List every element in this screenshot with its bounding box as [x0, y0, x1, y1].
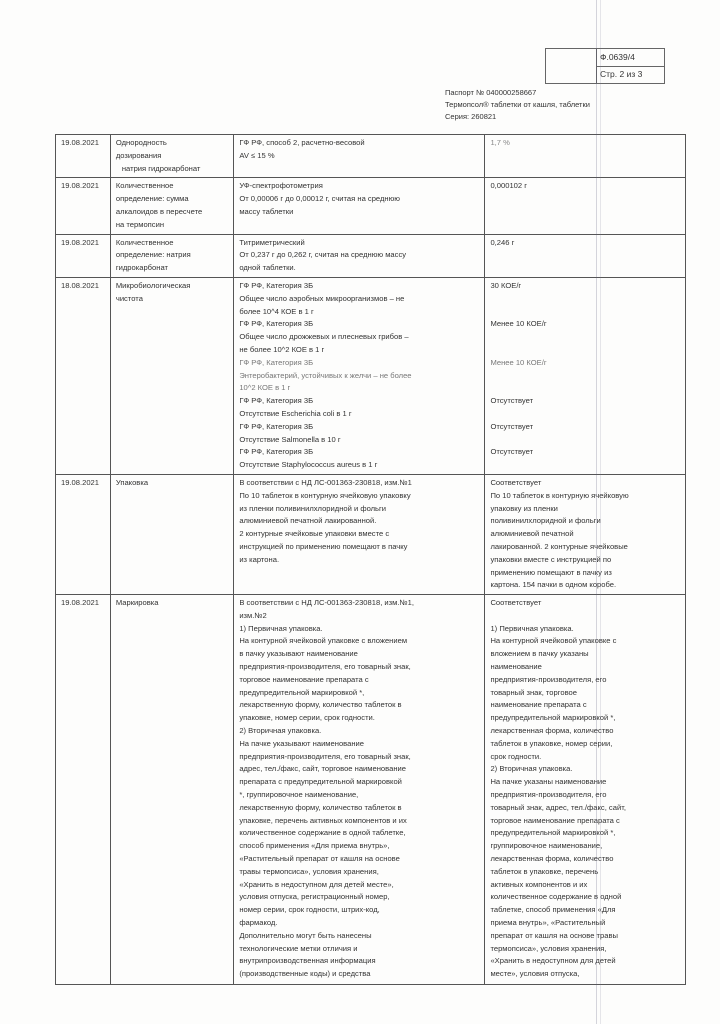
- result-line: поливинилхлоридной и фольги: [490, 516, 601, 526]
- method-line: способ применения «Для приема внутрь»,: [239, 841, 390, 851]
- form-code-box: [545, 48, 665, 84]
- method-line: 10^2 КОЕ в 1 г: [239, 383, 291, 393]
- result-line: Соответствует: [490, 598, 542, 608]
- method-line: внутрипроизводственная информация: [239, 956, 376, 966]
- result-line: товарный знак, торговое: [490, 687, 577, 697]
- result-line: По 10 таблеток в контурную ячейковую: [490, 490, 629, 500]
- method-line: ГФ РФ, Категория 3Б: [239, 280, 314, 290]
- method-line: предприятия-производителя, его товарный знак,: [239, 751, 411, 761]
- name-line: Упаковка: [115, 477, 149, 487]
- result-line: применению помещают в пачку из: [490, 567, 612, 577]
- date-text: 19.08.2021: [61, 181, 100, 191]
- name-line: алкалоидов в пересчете: [115, 206, 203, 216]
- result-line: предупредительной маркировкой *,: [490, 713, 616, 723]
- page-number: Стр. 2 из 3: [596, 66, 664, 83]
- cell-parameter: [110, 474, 233, 594]
- result-line: срок годности.: [490, 751, 542, 761]
- method-line: ГФ РФ, способ 2, расчетно-весовой: [239, 138, 365, 147]
- result-line: вложением в пачку указаны: [490, 649, 589, 659]
- cell-result: [485, 178, 686, 234]
- date-text: 19.08.2021: [61, 237, 100, 247]
- cell-method: [234, 595, 485, 985]
- name-line: определение: натрия: [115, 250, 191, 260]
- result-line: группировочное наименование,: [490, 841, 603, 851]
- table-row: [56, 595, 686, 985]
- result-line: [490, 293, 681, 306]
- date-text: 18.08.2021: [61, 280, 100, 290]
- method-line: В соответствии с НД ЛС-001363-230818, изм.№1: [239, 477, 412, 487]
- name-line: Микробиологическая: [115, 280, 191, 290]
- analysis-table-body: [56, 135, 686, 985]
- table-row: [56, 135, 686, 178]
- result-line: лекарственная форма, количество: [490, 726, 614, 736]
- method-line: условия отпуска, регистрационный номер,: [239, 892, 390, 902]
- method-line: одной таблетки.: [239, 263, 296, 273]
- name-line: чистота: [115, 293, 143, 303]
- result-line: [490, 344, 681, 357]
- name-line: определение: сумма: [115, 194, 189, 204]
- cell-method: [234, 474, 485, 594]
- result-line: 0,000102 г: [490, 181, 528, 191]
- result-line: термопсиса», условия хранения,: [490, 943, 607, 953]
- method-line: упаковке, перечень активных компонентов и их: [239, 815, 407, 825]
- cell-result: [485, 234, 686, 277]
- cell-method: [234, 234, 485, 277]
- method-line: ГФ РФ, Категория 3Б: [239, 319, 314, 329]
- method-line: травы термопсиса», условия хранения,: [239, 866, 379, 876]
- cell-parameter: [110, 178, 233, 234]
- result-line: упаковку из пленки: [490, 503, 558, 513]
- method-line: От 0,00006 г до 0,00012 г, считая на среднюю: [239, 194, 400, 204]
- product-name: Термопсол® таблетки от кашля, таблетки: [445, 100, 590, 109]
- method-line: *, группировочное наименование,: [239, 790, 359, 800]
- result-line: [490, 610, 681, 623]
- result-line: [490, 331, 681, 344]
- result-line: 1,7 %: [490, 138, 510, 147]
- cell-parameter: [110, 595, 233, 985]
- method-line: Энтеробактерий, устойчивых к желчи – не более: [239, 370, 412, 380]
- result-line: активных компонентов и их: [490, 879, 588, 889]
- method-line: в пачку указывают наименование: [239, 649, 358, 659]
- result-line: таблетке, способ применения «Для: [490, 905, 616, 915]
- result-line: На контурной ячейковой упаковке с: [490, 636, 617, 646]
- result-line: [490, 306, 681, 319]
- method-line: ГФ РФ, Категория 3Б: [239, 447, 314, 457]
- method-line: Отсутствие Escherichia coli в 1 г: [239, 408, 352, 418]
- method-line: из картона.: [239, 554, 280, 564]
- method-line: Титриметрический: [239, 237, 305, 247]
- table-row: [56, 277, 686, 474]
- result-line: Отсутствует: [490, 421, 534, 431]
- method-line: По 10 таблеток в контурную ячейковую упаковку: [239, 490, 411, 500]
- result-line: 30 КОЕ/г: [490, 280, 522, 290]
- cell-method: [234, 277, 485, 474]
- name-line: Количественное: [115, 237, 174, 247]
- result-line: предприятия-производителя, его: [490, 790, 607, 800]
- cell-method: [234, 178, 485, 234]
- method-line: упаковке, номер серии, срок годности.: [239, 713, 375, 723]
- method-line: предупредительной маркировкой *,: [239, 687, 365, 697]
- method-line: лекарственную форму, количество таблеток в: [239, 700, 402, 710]
- cell-date: [56, 595, 111, 985]
- result-line: Соответствует: [490, 477, 542, 487]
- result-line: Менее 10 КОЕ/г: [490, 357, 547, 367]
- cell-result: [485, 277, 686, 474]
- result-line: торговое наименование препарата с: [490, 815, 620, 825]
- cell-method: [234, 135, 485, 178]
- date-text: 19.08.2021: [61, 598, 100, 608]
- method-line: Общее число аэробных микроорганизмов – не: [239, 293, 405, 303]
- method-line: массу таблетки: [239, 206, 294, 216]
- name-line: натрия гидрокарбонат: [121, 163, 201, 173]
- table-row: [56, 474, 686, 594]
- scan-artifact-line: [596, 0, 597, 1024]
- cell-result: [485, 474, 686, 594]
- result-line: 0,246 г: [490, 237, 515, 247]
- cell-parameter: [110, 234, 233, 277]
- method-line: От 0,237 г до 0,262 г, считая на среднюю массу: [239, 250, 407, 260]
- method-line: алюминиевой печатной лакированной.: [239, 516, 377, 526]
- cell-result: [485, 595, 686, 985]
- result-line: товарный знак, адрес, тел./факс, сайт,: [490, 802, 626, 812]
- scan-artifact-line: [600, 0, 601, 1024]
- method-line: В соответствии с НД ЛС-001363-230818, изм.№1,: [239, 598, 414, 608]
- method-line: Общее число дрожжевых и плесневых грибов –: [239, 332, 409, 342]
- result-line: упаковки вместе с инструкцией по: [490, 554, 612, 564]
- result-line: картона. 154 пачки в одном коробе.: [490, 580, 617, 590]
- method-line: На пачке указывают наименование: [239, 738, 364, 748]
- table-row: [56, 234, 686, 277]
- analysis-table: [55, 134, 686, 985]
- method-line: не более 10^2 КОЕ в 1 г: [239, 344, 325, 354]
- method-line: ГФ РФ, Категория 3Б: [239, 396, 314, 406]
- table-row: [56, 178, 686, 234]
- name-line: Количественное: [115, 181, 174, 191]
- passport-number: Паспорт № 040000258667: [445, 88, 537, 97]
- method-line: ГФ РФ, Категория 3Б: [239, 421, 314, 431]
- method-line: AV ≤ 15 %: [239, 150, 275, 160]
- method-line: препарата с предупредительной маркировкой: [239, 777, 402, 787]
- result-line: предупредительной маркировкой *,: [490, 828, 616, 838]
- date-text: 19.08.2021: [61, 477, 100, 487]
- result-line: Менее 10 КОЕ/г: [490, 319, 547, 329]
- method-line: инструкцией по применению помещают в пачку: [239, 541, 408, 551]
- method-line: ГФ РФ, Категория 3Б: [239, 357, 314, 367]
- name-line: Однородность: [115, 138, 167, 147]
- result-line: лекарственная форма, количество: [490, 854, 614, 864]
- method-line: 2 контурные ячейковые упаковки вместе с: [239, 529, 390, 539]
- method-line: Отсутствие Staphylococcus aureus в 1 г: [239, 460, 378, 470]
- method-line: «Растительный препарат от кашля на основе: [239, 854, 400, 864]
- result-line: препарат от кашля на основе травы: [490, 930, 618, 940]
- method-line: адрес, тел./факс, сайт, торговое наименование: [239, 764, 406, 774]
- method-line: из пленки поливинилхлоридной и фольги: [239, 503, 387, 513]
- result-line: [490, 408, 681, 421]
- cell-parameter: [110, 135, 233, 178]
- method-line: фармакод.: [239, 918, 278, 928]
- method-line: «Хранить в недоступном для детей месте»,: [239, 879, 394, 889]
- method-line: Дополнительно могут быть нанесены: [239, 930, 372, 940]
- name-line: на термопсин: [115, 219, 165, 229]
- method-line: лекарственную форму, количество таблеток в: [239, 802, 402, 812]
- result-line: приема внутрь», «Растительный: [490, 918, 606, 928]
- method-line: УФ-спектрофотометрия: [239, 181, 323, 191]
- result-line: месте», условия отпуска,: [490, 969, 580, 979]
- cell-date: [56, 277, 111, 474]
- name-line: гидрокарбонат: [115, 263, 168, 273]
- result-line: Отсутствует: [490, 447, 534, 457]
- cell-parameter: [110, 277, 233, 474]
- result-line: 2) Вторичная упаковка.: [490, 764, 573, 774]
- result-line: [490, 370, 681, 383]
- result-line: На пачке указаны наименование: [490, 777, 607, 787]
- date-text: 19.08.2021: [61, 138, 100, 147]
- cell-date: [56, 474, 111, 594]
- result-line: [490, 434, 681, 447]
- result-line: алюминиевой печатной: [490, 529, 574, 539]
- result-line: количественное содержание в одной: [490, 892, 622, 902]
- method-line: торговое наименование препарата с: [239, 674, 369, 684]
- method-line: 1) Первичная упаковка.: [239, 623, 323, 633]
- method-line: 2) Вторичная упаковка.: [239, 726, 322, 736]
- name-line: дозирования: [115, 150, 162, 160]
- result-line: 1) Первичная упаковка.: [490, 623, 574, 633]
- method-line: технологические метки отличия и: [239, 943, 358, 953]
- cell-result: [485, 135, 686, 178]
- cell-date: [56, 234, 111, 277]
- method-line: Отсутствие Salmonella в 10 г: [239, 434, 341, 444]
- result-line: таблеток в упаковке, номер серии,: [490, 738, 613, 748]
- result-line: таблеток в упаковке, перечень: [490, 866, 599, 876]
- result-line: [490, 459, 681, 472]
- result-line: наименование препарата с: [490, 700, 587, 710]
- cell-date: [56, 178, 111, 234]
- method-line: номер серии, срок годности, штрих-код,: [239, 905, 380, 915]
- passport-header: [445, 87, 685, 123]
- cell-date: [56, 135, 111, 178]
- form-code: Ф.0639/4: [596, 49, 664, 67]
- result-line: лакированной. 2 контурные ячейковые: [490, 541, 628, 551]
- result-line: наименование: [490, 662, 542, 672]
- method-line: предприятия-производителя, его товарный знак,: [239, 662, 411, 672]
- result-line: Отсутствует: [490, 396, 534, 406]
- method-line: более 10^4 КОЕ в 1 г: [239, 306, 314, 316]
- method-line: количественное содержание в одной таблетке,: [239, 828, 406, 838]
- name-line: Маркировка: [115, 598, 159, 608]
- method-line: На контурной ячейковой упаковке с вложением: [239, 636, 408, 646]
- series-number: Серия: 260821: [445, 112, 497, 121]
- result-line: предприятия-производителя, его: [490, 674, 607, 684]
- method-line: (производственные коды) и средства: [239, 969, 371, 979]
- result-line: «Хранить в недоступном для детей: [490, 956, 616, 966]
- result-line: [490, 382, 681, 395]
- method-line: изм.№2: [239, 610, 267, 620]
